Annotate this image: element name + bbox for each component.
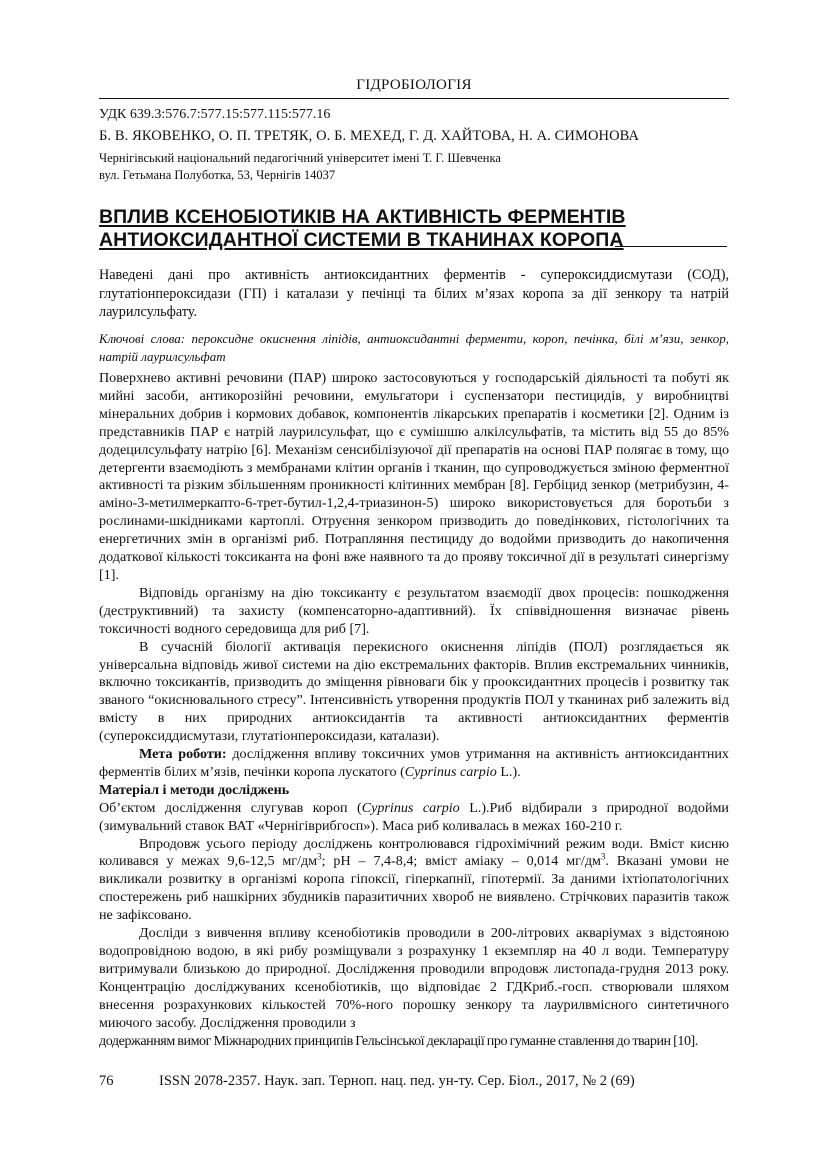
keywords: Ключові слова: пероксидне окиснення ліпідів, антиоксидантні ферменти, короп, печінка, білі м’язи, зенкор, натрій лаурилсульфат [99,331,729,364]
object-species: Cyprinus carpio [361,799,460,816]
section-header: ГІДРОБІОЛОГІЯ [356,77,472,93]
article-title [99,206,626,252]
title-line-2: АНТИОКСИДАНТНОЇ СИСТЕМИ В ТКАНИНАХ КОРОПА [99,229,624,251]
object-text-start: Об’єктом дослідження слугував короп ( [99,799,362,816]
page-number: 76 [99,1073,114,1089]
author-list: Б. В. ЯКОВЕНКО, О. П. ТРЕТЯК, О. Б. МЕХЕД, Г. Д. ХАЙТОВА, Н. А. СИМОНОВА [99,128,640,144]
paragraph-response: Відповідь організму на дію токсиканту є результатом взаємодії двох процесів: пошкодження (деструктивний) та захисту (компенсаторно-адаптивний). Їх співвідношення визначає рівень токсичності водного середовища для риб [7]. [99,584,729,637]
paragraph-aim [99,746,729,782]
paragraph-hydrochemistry [99,836,729,926]
paragraph-lipid-peroxidation: В сучасній біології активація перекисного окиснення ліпідів (ПОЛ) розглядається як універсальна відповідь живої системи на дію екстремальних факторів. Вплив екстремальних чинників, включно токсикантів, призводить до зміщення рівноваги бік у прооксидантних процесів і розвитку так званого “окиснювального стресу”. Інтенсивність утворення продуктів ПОЛ у тканинах риб залежить від вмісту в них природних антиоксидантів та активності антиоксидантних ферментів (супероксиддисмутази, глутатіонпероксидази, каталази). [99,638,729,745]
hydro-text-b: ; pH – 7,4-8,4; вміст аміаку – 0,014 мг/дм [321,853,601,870]
paragraph-intro: Поверхнево активні речовини (ПАР) широко застосовуються у господарській діяльності та побуті як мийні засоби, антикорозійні речовини, емульгатори і суспензатори пестицидів, у виробництві мінеральних добрив і кормових добавок, компонентів лікарських препаратів і косметики [2]. Одним із представників ПАР є натрій лаурилсульфат, що є сумішшю алкілсульфатів, та містить від 55 до 85% додецилсульфату натрію [6]. Механізм сенсибілізуючої дії препаратів на основі ПАР полягає в тому, що детергенти взаємодіють з мембранами клітин органів і тканин, що супроводжується зміною ферментної активності та різким збільшенням проникності клітинних мембран [8]. Гербіцид зенкор (метрибузин, 4-аміно-3-метилмеркапто-6-трет-бутил-1,2,4-триазинон-5) широко використовується для боротьби з рослинами-шкідниками картоплі. Отруєння зенкором призводить до поведінкових, гістологічних та енергетичних змін в організмі риб. Потрапляння пестициду до водойми призводить до накопичення додаткової кількості токсиканта на фоні вже наявного та до прояву токсичної дії в результаті синергізму [1]. [99,370,729,583]
paragraph-experiments: Досліди з вивчення впливу ксенобіотиків проводили в 200-літрових акваріумах з відстояною водопровідною водою, в які рибу розміщували з розрахунку 1 екземпляр на 40 л води. Температуру витримували близькою до природної. Дослідження проводили впродовж листопада-грудня 2013 року. Концентрацію досліджуваних ксенобіотиків, що відповідає 2 ГДКриб.-госп. створювали шляхом внесення розрахункових кількостей 70%-ного порошку зенкору та лаурилвмісного синтетичного миючого засобу. Дослідження проводили з [99,925,729,1031]
paragraph-object [99,800,729,836]
paragraph-experiments-last-line: додержанням вимог Міжнародних принципів Гельсінської декларації про гуманне ставлення до тварин [10]. [99,1032,698,1049]
hydro-text-a: Впродовж усього періоду досліджень контролювався гідрохімічний режим води. Вміст кисню коливався у межах 9,6-12,5 мг/дм [99,835,729,870]
abstract: Наведені дані про активність антиоксидантних ферментів - супероксиддисмутази (СОД), глутатіонпероксидази (ГП) і каталази у печінці та білих м’язах коропа за дії зенкору та натрій лаурилсульфату. [99,267,729,320]
aim-label: Мета роботи: [139,746,227,763]
aim-species: Cyprinus carpio [404,763,497,780]
hydro-sup-2: 3 [600,851,606,862]
affiliation-address: вул. Гетьмана Полуботка, 53, Чернігів 14037 [99,168,336,182]
journal-citation: ISSN 2078-2357. Наук. зап. Терноп. нац. пед. ун-ту. Сер. Біол., 2017, № 2 (69) [159,1073,635,1089]
header-divider [99,98,729,99]
affiliation [99,150,501,184]
methods-heading: Матеріал і методи досліджень [99,781,290,798]
aim-text: дослідження впливу токсичних умов утримання на активність антиоксидантних ферментів білих м’язів, печінки коропа лускатого ( [99,746,729,780]
hydro-sup-1: 3 [317,851,322,862]
udk-code: УДК 639.3:576.7:577.15:577.115:577.16 [99,107,331,122]
article-body [99,370,729,1050]
title-line-1: ВПЛИВ КСЕНОБІОТИКІВ НА АКТИВНІСТЬ ФЕРМЕНТІВ [99,206,626,228]
object-text-end: L.).Риб відбирали з природної водойми (зимувальний ставок ВАТ «Чернігіврибгосп»). Маса риб коливалась в межах 160-210 г. [99,799,729,834]
aim-end: L.). [496,763,521,780]
affiliation-institution: Чернігівський національний педагогічний університет імені Т. Г. Шевченка [99,151,501,165]
hydro-text-c: . Вказані умови не викликали розвитку в організмі коропа гіпоксії, гіперкапнії, гіпотермії. За даними іхтіопатологічних спостережень риб нашкірних збудників паразитичних хвороб не виявлено. Стрічкових паразитів також не зафіксовано. [99,853,730,924]
title-underline-extension [615,246,727,247]
